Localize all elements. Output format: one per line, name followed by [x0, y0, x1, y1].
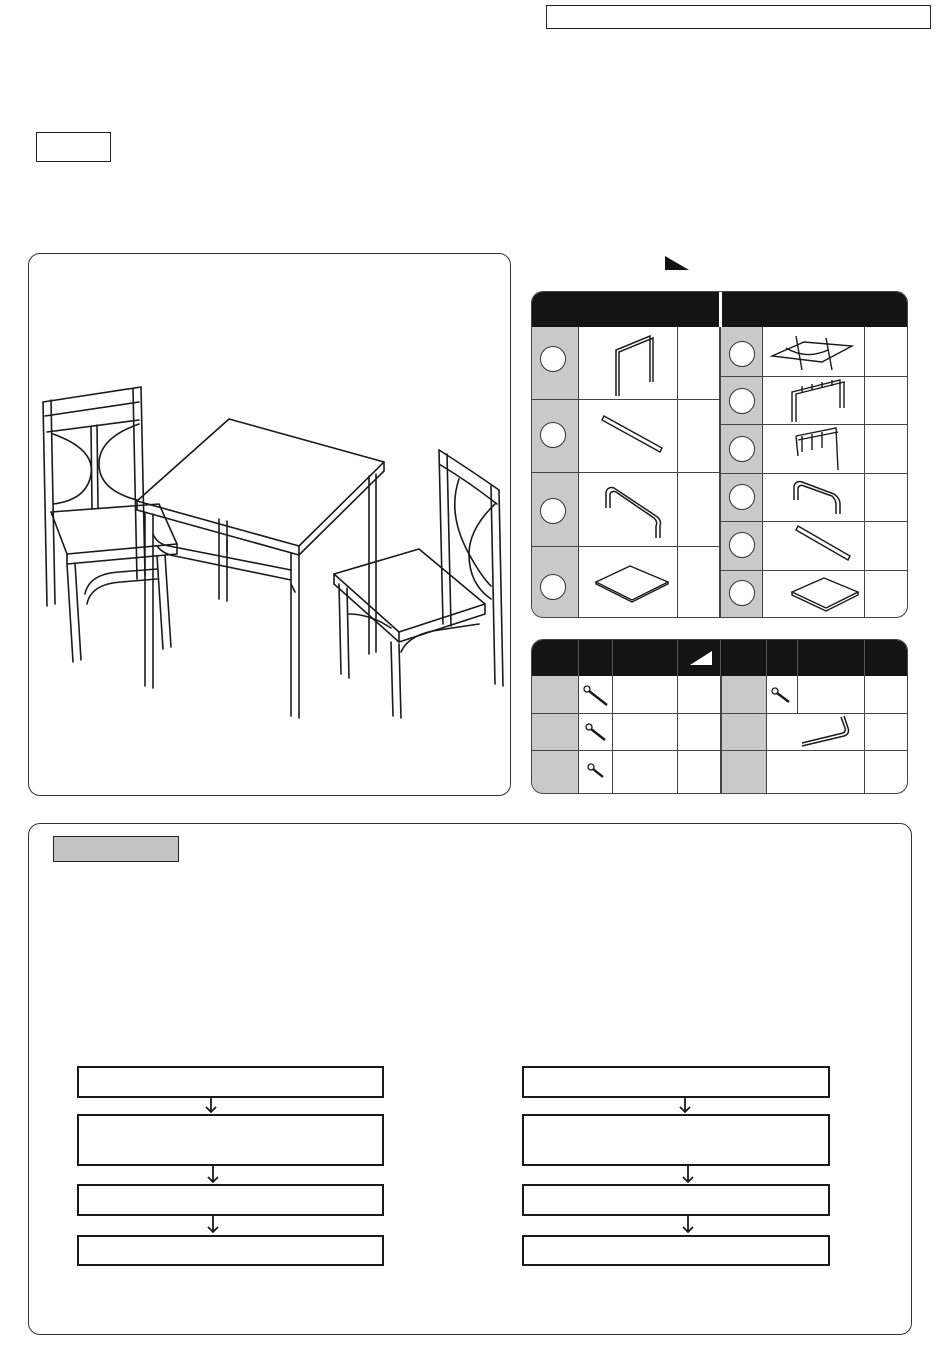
triangle-marker-icon	[689, 650, 713, 666]
panel-board-icon	[788, 574, 864, 616]
right-chair-drawing	[334, 450, 503, 718]
hardware-left-code-column	[532, 676, 578, 794]
rail-bar-icon	[790, 524, 856, 568]
part-number-circle	[540, 422, 566, 448]
chair-frame-icon	[788, 426, 848, 472]
part-number-circle	[729, 580, 755, 606]
part-number-circle	[729, 388, 755, 414]
chair-frame-icon	[782, 378, 852, 424]
product-illustration-panel	[28, 253, 511, 796]
flow-step-box	[77, 1184, 384, 1216]
hardware-table	[531, 639, 908, 794]
flow-step-box	[522, 1066, 830, 1098]
part-number-circle	[729, 532, 755, 558]
part-number-circle	[540, 574, 566, 600]
panel-board-icon	[592, 562, 672, 608]
part-number-circle	[540, 346, 566, 372]
allen-key-icon	[798, 714, 858, 750]
short-bolt-icon	[770, 686, 794, 706]
u-bar-icon	[598, 482, 670, 542]
part-number-circle	[729, 341, 755, 367]
flow-step-box	[77, 1114, 384, 1166]
down-arrow-icon	[681, 1216, 695, 1234]
flow-step-box	[77, 1066, 384, 1098]
parts-table-header-right	[722, 292, 908, 327]
down-arrow-icon	[678, 1098, 692, 1114]
parts-table-header-left	[532, 292, 719, 327]
long-bolt-icon	[582, 684, 610, 708]
part-number-circle	[540, 498, 566, 524]
short-bolt-icon	[586, 762, 610, 782]
down-arrow-icon	[206, 1166, 220, 1184]
u-bar-icon	[788, 476, 854, 520]
left-chair-drawing	[43, 387, 177, 662]
chair-frame-icon	[602, 332, 662, 398]
triangle-marker-icon	[664, 255, 690, 271]
dining-set-illustration	[29, 254, 512, 797]
rail-bar-icon	[596, 412, 668, 462]
hardware-right-code-column	[720, 676, 766, 794]
table-drawing	[137, 419, 384, 718]
medium-bolt-icon	[584, 722, 610, 744]
down-arrow-icon	[681, 1166, 695, 1184]
header-box	[546, 5, 931, 29]
tag-box	[36, 132, 111, 162]
flow-step-box	[522, 1114, 830, 1166]
section-label	[53, 836, 179, 862]
part-number-circle	[729, 436, 755, 462]
flow-step-box	[522, 1235, 830, 1266]
chair-frame-icon	[766, 330, 860, 374]
part-number-circle	[729, 484, 755, 510]
flow-step-box	[522, 1184, 830, 1216]
down-arrow-icon	[204, 1098, 218, 1114]
flow-step-box	[77, 1235, 384, 1266]
down-arrow-icon	[206, 1216, 220, 1234]
parts-table	[531, 291, 908, 618]
